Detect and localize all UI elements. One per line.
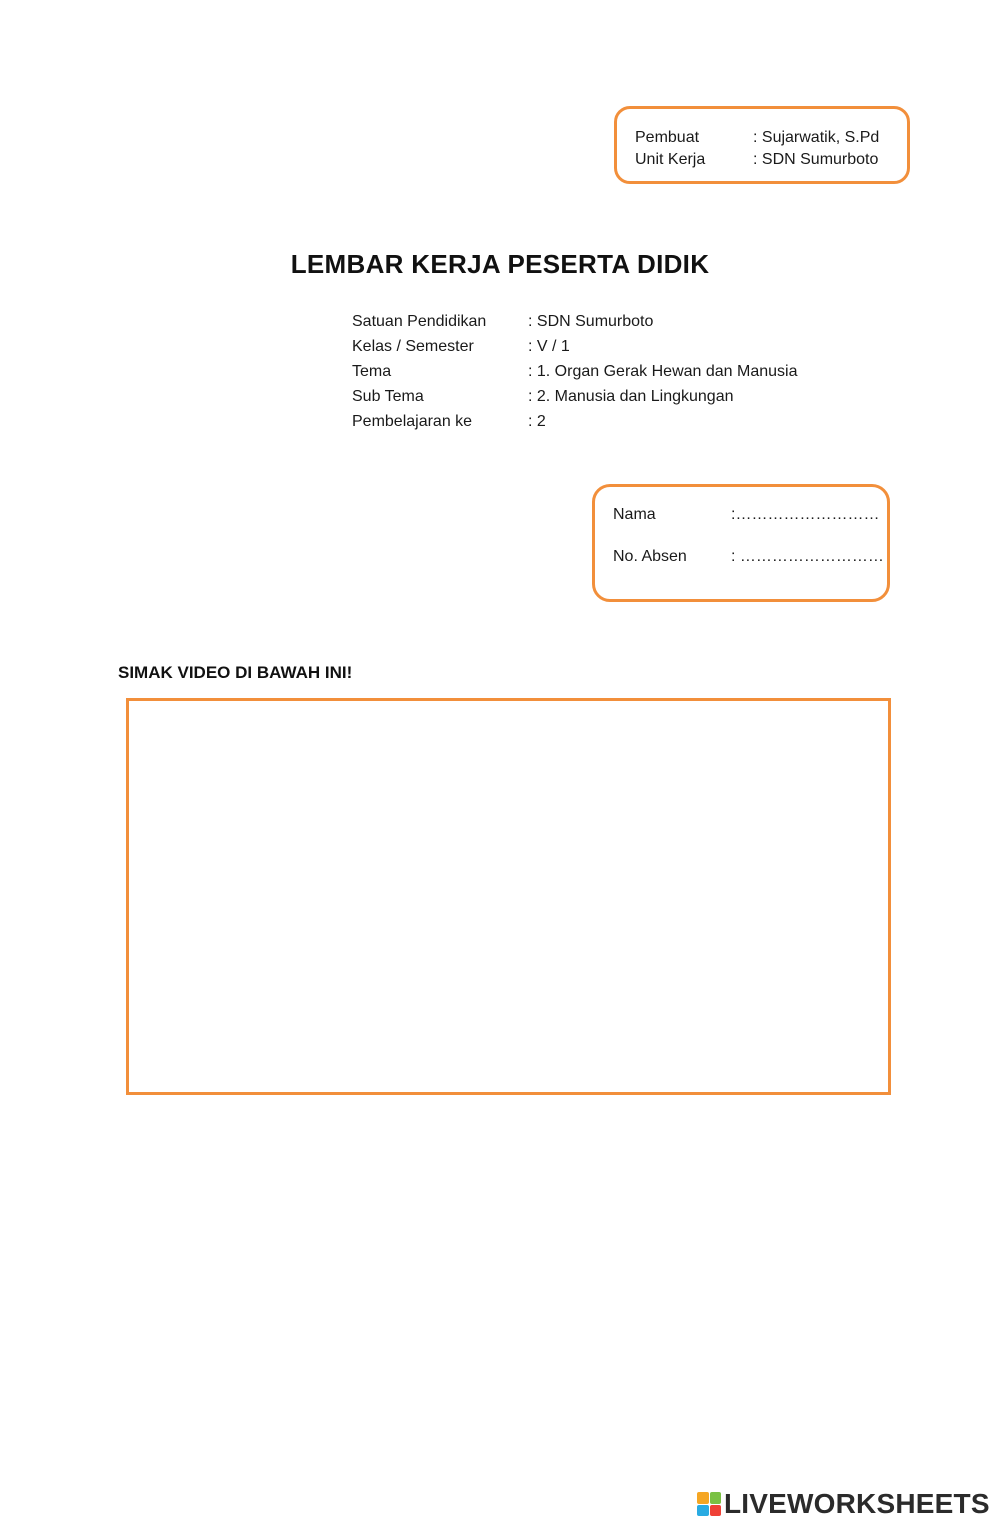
student-box	[592, 484, 890, 602]
info-row-tema	[352, 362, 852, 387]
absen-field[interactable]: : ………………………	[731, 548, 884, 565]
identity-info	[352, 312, 852, 437]
author-value: : Sujarwatik, S.Pd	[753, 129, 880, 146]
info-label: Tema	[352, 363, 392, 380]
info-value: : 1. Organ Gerak Hewan dan Manusia	[528, 363, 798, 380]
info-row-sub-tema	[352, 387, 852, 412]
info-value: : 2. Manusia dan Lingkungan	[528, 388, 734, 405]
page-title: LEMBAR KERJA PESERTA DIDIK	[290, 249, 710, 279]
info-label: Pembelajaran ke	[352, 413, 473, 430]
info-value: : SDN Sumurboto	[528, 313, 654, 330]
logo-square	[710, 1492, 722, 1504]
logo-square	[697, 1505, 709, 1517]
video-section-heading: SIMAK VIDEO DI BAWAH INI!	[118, 663, 353, 682]
liveworksheets-brand	[697, 1489, 990, 1519]
info-label: Sub Tema	[352, 388, 424, 405]
author-box	[614, 106, 910, 184]
info-row-kelas-semester	[352, 337, 852, 362]
info-row-pembelajaran	[352, 412, 852, 437]
absen-label: No. Absen	[613, 548, 687, 565]
nama-field[interactable]: :………………………	[731, 506, 880, 523]
unit-kerja-label: Unit Kerja	[635, 151, 706, 168]
unit-kerja-value: : SDN Sumurboto	[753, 151, 879, 168]
info-value: : 2	[528, 413, 546, 430]
author-label: Pembuat	[635, 129, 700, 146]
liveworksheets-logo-icon	[697, 1492, 721, 1516]
logo-square	[697, 1492, 709, 1504]
video-frame[interactable]	[126, 698, 891, 1095]
nama-label: Nama	[613, 506, 656, 523]
info-value: : V / 1	[528, 338, 570, 355]
info-row-satuan-pendidikan	[352, 312, 852, 337]
brand-name: LIVEWORKSHEETS	[724, 1488, 990, 1519]
logo-square	[710, 1505, 722, 1517]
info-label: Kelas / Semester	[352, 338, 474, 355]
info-label: Satuan Pendidikan	[352, 313, 487, 330]
